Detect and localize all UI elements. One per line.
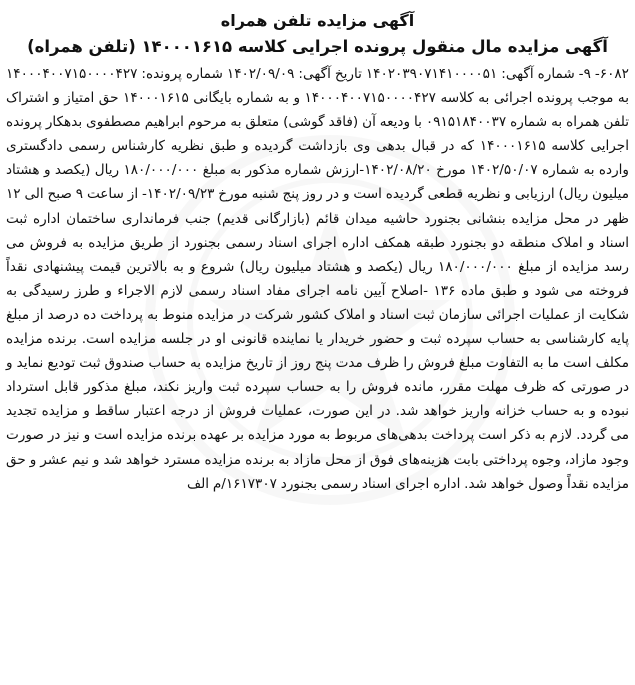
notice-body: ۶۰۸۲- ۹- شماره آگهی: ۱۴۰۲۰۳۹۰۷۱۴۱۰۰۰۰۵۱ تاریخ آگهی: ۱۴۰۲/۰۹/۰۹ شماره پرونده: ۱۴۰۰۰۴۰۰۷۱۵۰۰۰۰۴۲۷ به موجب پرونده اجرائی به کلاسه ۱۴۰۰۰۴۰۰۷۱۵۰۰۰۰۴۲۷ و به شماره بایگانی ۱۴۰۰۰۱۶۱۵ حق امتیاز و اشتراک تلفن همراه به شماره ۰۹۱۵۱۸۴۰۰۳۷ با ودیعه آن (فاقد گوشی) متعلق به مرحوم ابراهیم مصطفوی بدهکار پرونده اجرایی کلاسه ۱۴۰۰۰۱۶۱۵ که در قبال بدهی وی بازداشت گردیده و طبق نظریه کارشناس رسمی دادگستری وارده به شماره ۱۴۰۲/۵۰/۰۷ مورخ ۱۴۰۲/۰۸/۲۰-ارزش شماره مذکور به مبلغ ۱۸۰/۰۰۰/۰۰۰ ریال (یکصد و هشتاد میلیون ریال) ارزیابی و نظریه قطعی گردیده است و در روز پنج شنبه مورخ ۱۴۰۲/۰۹/۲۳- از ساعت ۹ صبح الی ۱۲ ظهر در محل مزایده بنشانی بجنورد حاشیه میدان قائم (بازارگانی قدیم) جنب فرمانداری ساختمان اداره ثبت اسناد و املاک منطقه دو بجنورد طبقه همکف اداره اجرای اسناد رسمی بجنورد از طریق مزایده به فروش می رسد مزایده از مبلغ ۱۸۰/۰۰۰/۰۰۰ ریال (یکصد و هشتاد میلیون ریال) شروع و به بالاترین قیمت پیشنهادی نقداً فروخته می شود و طبق ماده ۱۳۶ -اصلاح آیین نامه اجرای مفاد اسناد رسمی لازم الاجراء و طرز رسیدگی به شکایت از عملیات اجرائی سازمان ثبت اسناد و املاک کشور شرکت در مزایده منوط به پرداخت ده درصد از مبلغ پایه کارشناسی به حساب سپرده ثبت و حضور خریدار یا نماینده قانونی او در جلسه مزایده است. برنده مزایده مکلف است ما به التفاوت مبلغ فروش را ظرف مدت پنج روز از تاریخ مزایده به حساب صندوق ثبت تودیع نماید و در صورتی که ظرف مهلت مقرر، مانده فروش را به حساب سپرده ثبت واریز نکند، مبلغ مذکور قابل استرداد نبوده و به حساب خزانه واریز خواهد شد. در این صورت، عملیات فروش از درجه اعتبار ساقط و مزایده تجدید می گردد. لازم به ذکر است پرداخت بدهی‌های مربوط به مورد مزایده بر عهده برنده مزایده است و نیز در صورت وجود مازاد، وجوه پرداختی بابت هزینه‌های فوق از محل مازاد به برنده مزایده مسترد خواهد شد و نیم عشر و حق مزایده نقداً وصول خواهد شد. اداره اجرای اسناد رسمی بجنورد ۱۶۱۷۳۰۷/م الف: [6, 66, 629, 492]
auction-notice: [6, 4, 629, 496]
notice-subtitle: آگهی مزایده مال منقول پرونده اجرایی کلاسه ۱۴۰۰۰۱۶۱۵ (تلفن همراه): [27, 37, 608, 56]
notice-title: آگهی مزایده تلفن همراه: [220, 11, 415, 30]
